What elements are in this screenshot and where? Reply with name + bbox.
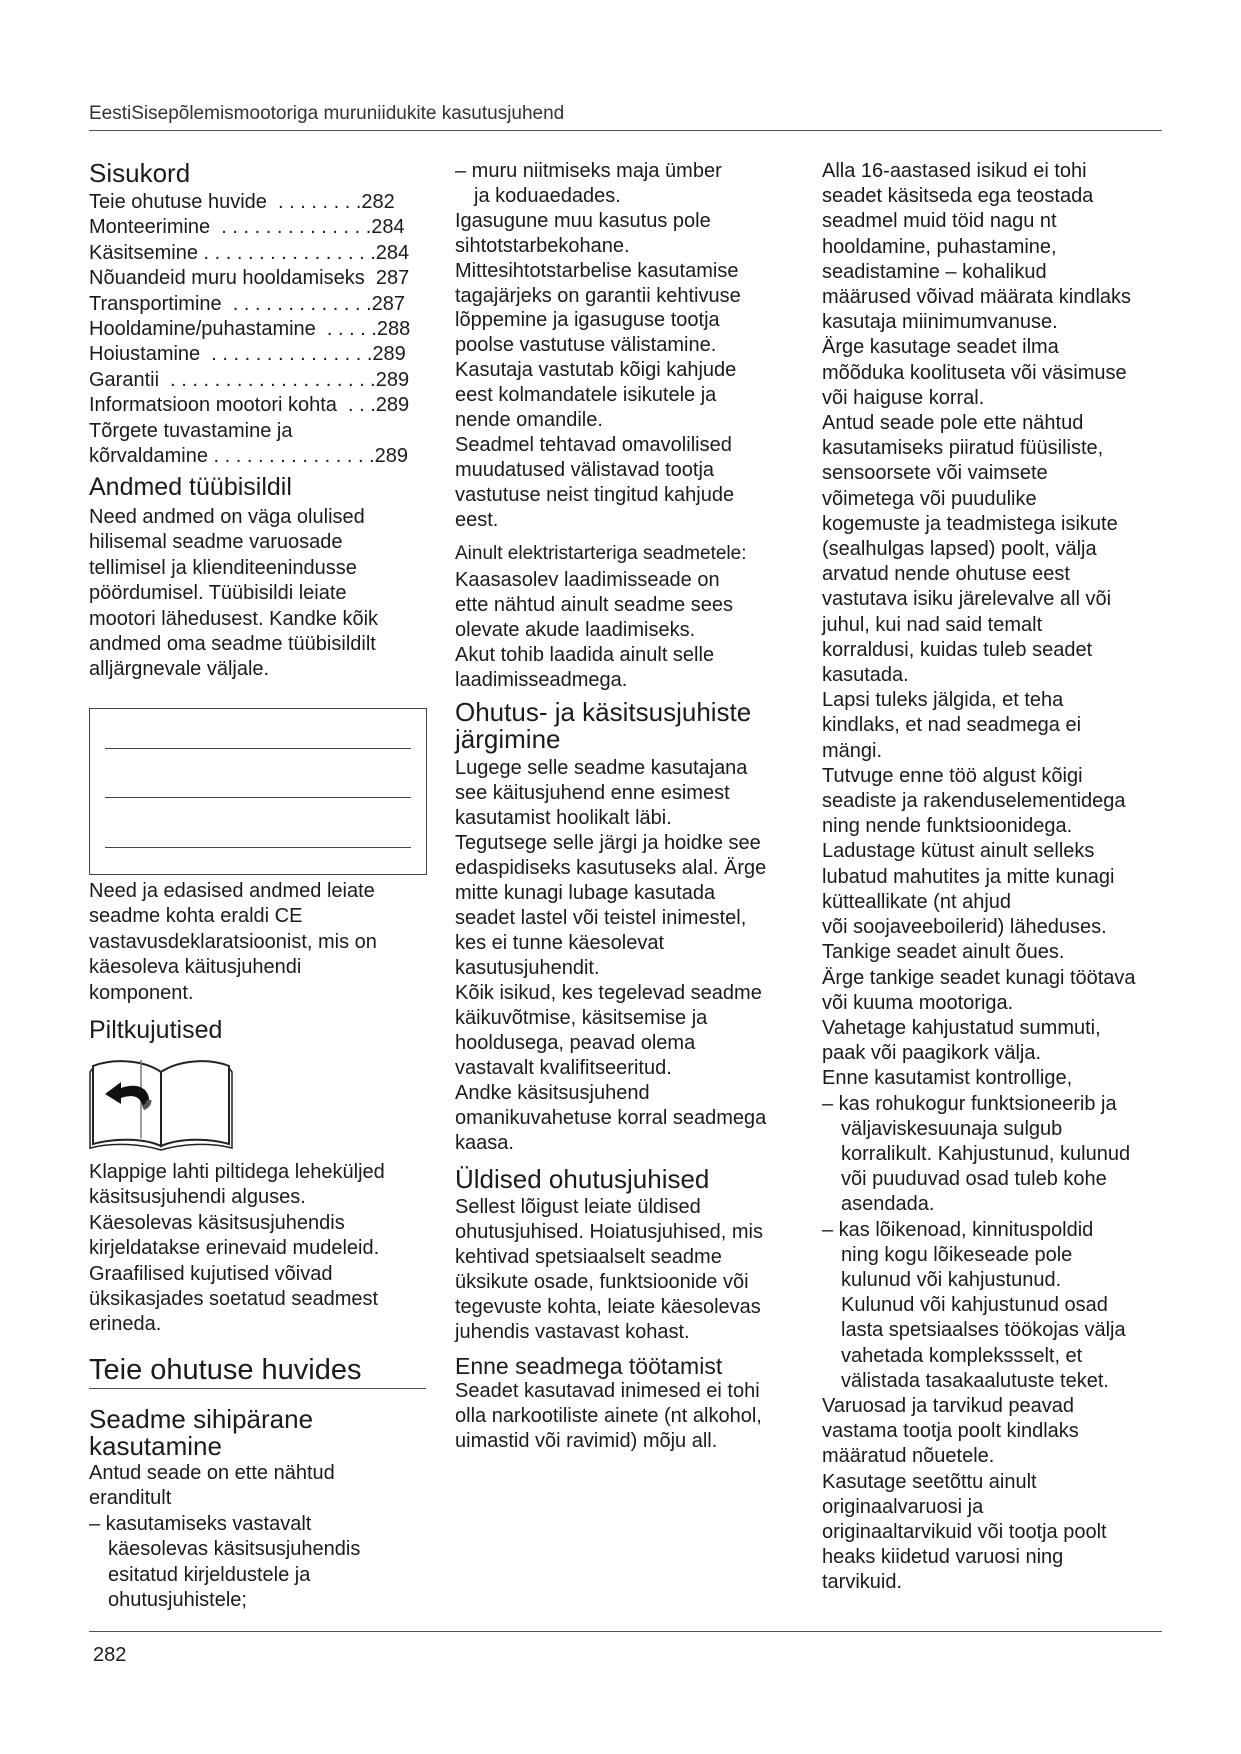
follow-instructions-heading: Ohutus- ja käsitsusjuhiste järgimine xyxy=(455,697,752,754)
check-item-blades: – kas lõikenoad, kinnituspoldid ning kogu lõikeseade pole kulunud või kahjustunud. Kulunud või kahjustunud osad lasta spetsiaalses töökojas välja vahetada komplekssselt, et välistada tasakaalutuste teket. xyxy=(822,1218,1126,1392)
typeplate-text: Need andmed on väga olulised hilisemal seadme varuosade tellimisel ja klienditeenindusse pöördumisel. Tüübisildi leiate mootori lähedusest. Kandke kõik andmed oma seadme tüübisildilt alljärgnevale väljale. xyxy=(89,506,379,681)
ce-text: Need ja edasised andmed leiate seadme kohta eraldi CE vastavusdeklaratsioonist, mis on käesoleva käitusjuhendi komponent. xyxy=(89,880,377,1004)
middle-intro-block xyxy=(455,159,815,533)
header-divider xyxy=(89,130,1162,131)
electric-starter-text: Kaasasolev laadimisseade on ette nähtud ainult seadme sees olevate akude laadimiseks. Akut tohib laadida ainult selle laadimisseadmega. xyxy=(455,569,733,691)
intended-use-heading: Seadme sihipärane kasutamine xyxy=(89,1404,314,1461)
intended-use-item-2: – muru niitmiseks maja ümber ja koduaedades. xyxy=(455,160,722,207)
general-safety-text: Sellest lõigust leiate üldised ohutusjuhised. Hoiatusjuhised, mis kehtivad spetsiaalselt seadme üksikute osade, funktsioonide või tegevuste kohta, leiate käesolevas juhendis vastavast kohast. xyxy=(455,1196,763,1343)
electric-starter-heading: Ainult elektristarteriga seadmetele: xyxy=(455,543,747,564)
follow-instructions-text: Lugege selle seadme kasutajana see käitusjuhend enne esimest kasutamist hoolikalt läbi. Tegutsege selle järgi ja hoidke see edaspidiseks kasutuseks alal. Ärge mitte kunagi lubage kasutada seadet lastel või teistel inimestel, kes ei tunne käesolevat kasutusjuhendit. Kõik isikud, kes tegelevad seadme käikuvõtmise, käsitsemise ja hooldusega, peavad olema vastavalt kvalifitseeritud. Andke käsitsusjuhend omanikuvahetuse korral seadmega kaasa. xyxy=(455,757,767,1154)
intended-use-item: – kasutamiseks vastavalt käesolevas käsitsusjuhendis esitatud kirjeldustele ja ohutusjuhistele; xyxy=(89,1512,361,1612)
page-number: 282 xyxy=(93,1644,127,1666)
entry-line xyxy=(105,797,411,798)
table-of-contents: Teie ohutuse huvide . . . . . . . .282 Monteerimine . . . . . . . . . . . . . .284 Käsitsemine . . . . . . . . . . . . . . . .284 Nõuandeid muru hooldamiseks 287 Transportimine . . . . . . . . . . . . .287 Hooldamine/puhastamine . . . . .288 Hoiustamine . . . . . . . . . . . . . . .289 Garantii . . . . . . . . . . . . . . . . . . .289 Informatsioon mootori kohta . . .289 Tõrgete tuvastamine ja kõrvaldamine . . . . . . . . . . . . . . .289 xyxy=(89,191,411,468)
check-item-grass-catcher: – kas rohukogur funktsioneerib ja väljaviskesuunaja sulgub korralikult. Kahjustunud, kulunud või puuduvad osad tuleb kohe asendada. xyxy=(822,1092,1131,1216)
typeplate-heading: Andmed tüübisildil xyxy=(89,473,292,501)
intended-use-block xyxy=(89,1461,429,1613)
footer-divider xyxy=(89,1631,1162,1632)
entry-line xyxy=(105,748,411,749)
age-and-usage-text: Alla 16-aastased isikud ei tohi seadet käsitseda ega teostada seadmel muid töid nagu nt hooldamine, puhastamine, seadistamine – kohalikud määrused võivad määrata kindlaks kasutaja miinimumvanuse. Ärge kasutage seadet ilma mõõduka koolituseta või väsimuse või haiguse korral. Antud seade pole ette nähtud kasutamiseks piiratud füüsiliste, sensoorsete või vaimsete võimetega või puudulike kogemuste ja teadmistega isikute (sealhulgas lapsed) poolt, välja arvatud nende ohutuse eest vastutava isiku järelevalve all või juhul, kui nad said temalt korraldusi, kuidas tuleb seadet kasutada. Lapsi tuleks jälgida, et teha kindlaks, et nad seadmega ei mängi. Tutvuge enne töö algust kõigi seadiste ja rakenduselementidega ning nende funktsioonidega. Ladustage kütust ainult selleks lubatud mahutites ja mitte kunagi kütteallikate (nt ahjud või soojaveeboilerid) läheduses. Tankige seadet ainult õues. Ärge tankige seadet kunagi töötava või kuuma mootoriga. Vahetage kahjustatud summuti, paak või paagikork välja. Enne kasutamist kontrollige, xyxy=(822,160,1136,1090)
safety-section-heading: Teie ohutuse huvides xyxy=(89,1354,362,1386)
spare-parts-text: Varuosad ja tarvikud peavad vastama tootja poolt kindlaks määratud nõuetele. Kasutage seetõttu ainult originaalvaruosi ja originaaltarvikuid või tootja poolt heaks kiidetud varuosi ning tarvikuid. xyxy=(822,1394,1107,1594)
intended-use-text: Antud seade on ette nähtud eranditult xyxy=(89,1462,335,1510)
general-safety-heading: Üldised ohutusjuhised xyxy=(455,1164,710,1194)
entry-line xyxy=(105,847,411,848)
safety-heading-underline xyxy=(89,1388,426,1389)
misuse-text: Igasugune muu kasutus pole sihtotstarbekohane. Mittesihtotstarbelise kasutamise tagajärjeks on garantii kehtivuse lõppemine ja igasuguse tootja poolse vastutuse välistamine. Kasutaja vastutab kõigi kahjude eest kolmandatele isikutele ja nende omandile. Seadmel tehtavad omavolilised muudatused välistavad tootja vastutuse neist tingitud kahjude eest. xyxy=(455,209,741,531)
typeplate-entry-box xyxy=(89,708,427,875)
pictures-heading: Piltkujutised xyxy=(89,1016,223,1044)
pictures-text: Klappige lahti piltidega leheküljed käsitsusjuhendi alguses. Käesolevas käsitsusjuhendis kirjeldatakse erinevaid mudeleid. Graafilised kujutised võivad üksikasjades soetatud seadmest erineda. xyxy=(89,1161,385,1336)
toc-heading: Sisukord xyxy=(89,158,191,188)
right-column xyxy=(822,159,1167,1596)
page-header-title: EestiSisepõlemismootoriga muruniidukite kasutusjuhend xyxy=(89,103,565,124)
before-operation-heading: Enne seadmega töötamist xyxy=(455,1353,723,1379)
open-book-icon xyxy=(89,1054,234,1152)
before-operation-text: Seadet kasutavad inimesed ei tohi olla narkootiliste ainete (nt alkohol, uimastid või ravimid) mõju all. xyxy=(455,1380,762,1452)
